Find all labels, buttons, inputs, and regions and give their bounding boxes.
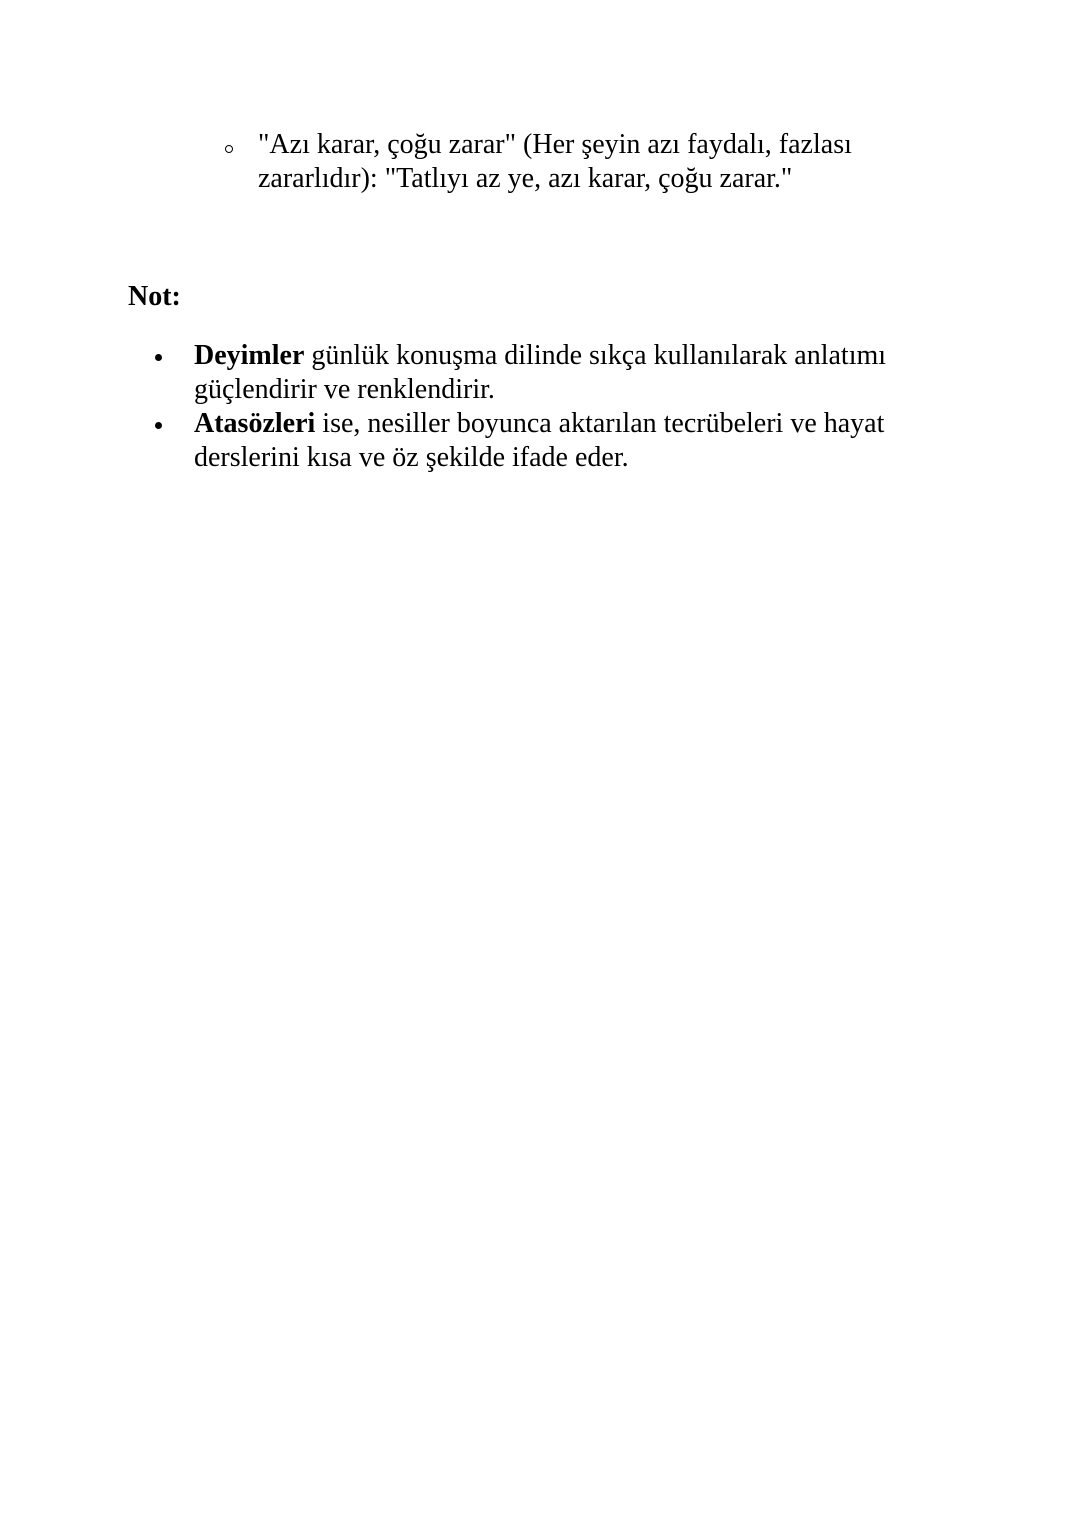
disc-bullet-icon [155, 354, 162, 361]
note-item-text: ise, nesiller boyunca aktarılan tecrübeleri ve hayat derslerini kısa ve öz şekilde ifade eder. [194, 408, 885, 473]
note-item-text: günlük konuşma dilinde sıkça kullanılarak anlatımı güçlendirir ve renklendirir. [194, 340, 887, 405]
note-item-atasozleri [150, 407, 950, 475]
note-heading: Not: [128, 281, 181, 312]
proverb-example-text: "Azı karar, çoğu zarar" (Her şeyin azı faydalı, fazlası zararlıdır): "Tatlıyı az ye, azı karar, çoğu zarar." [258, 129, 852, 194]
note-item-term: Deyimler [194, 340, 305, 371]
proverb-example-list [220, 128, 920, 196]
circle-bullet-icon [225, 145, 233, 153]
note-item-deyimler [150, 339, 950, 407]
proverb-example-item [220, 128, 920, 196]
disc-bullet-icon [155, 422, 162, 429]
note-list [150, 339, 950, 475]
note-item-term: Atasözleri [194, 408, 316, 439]
